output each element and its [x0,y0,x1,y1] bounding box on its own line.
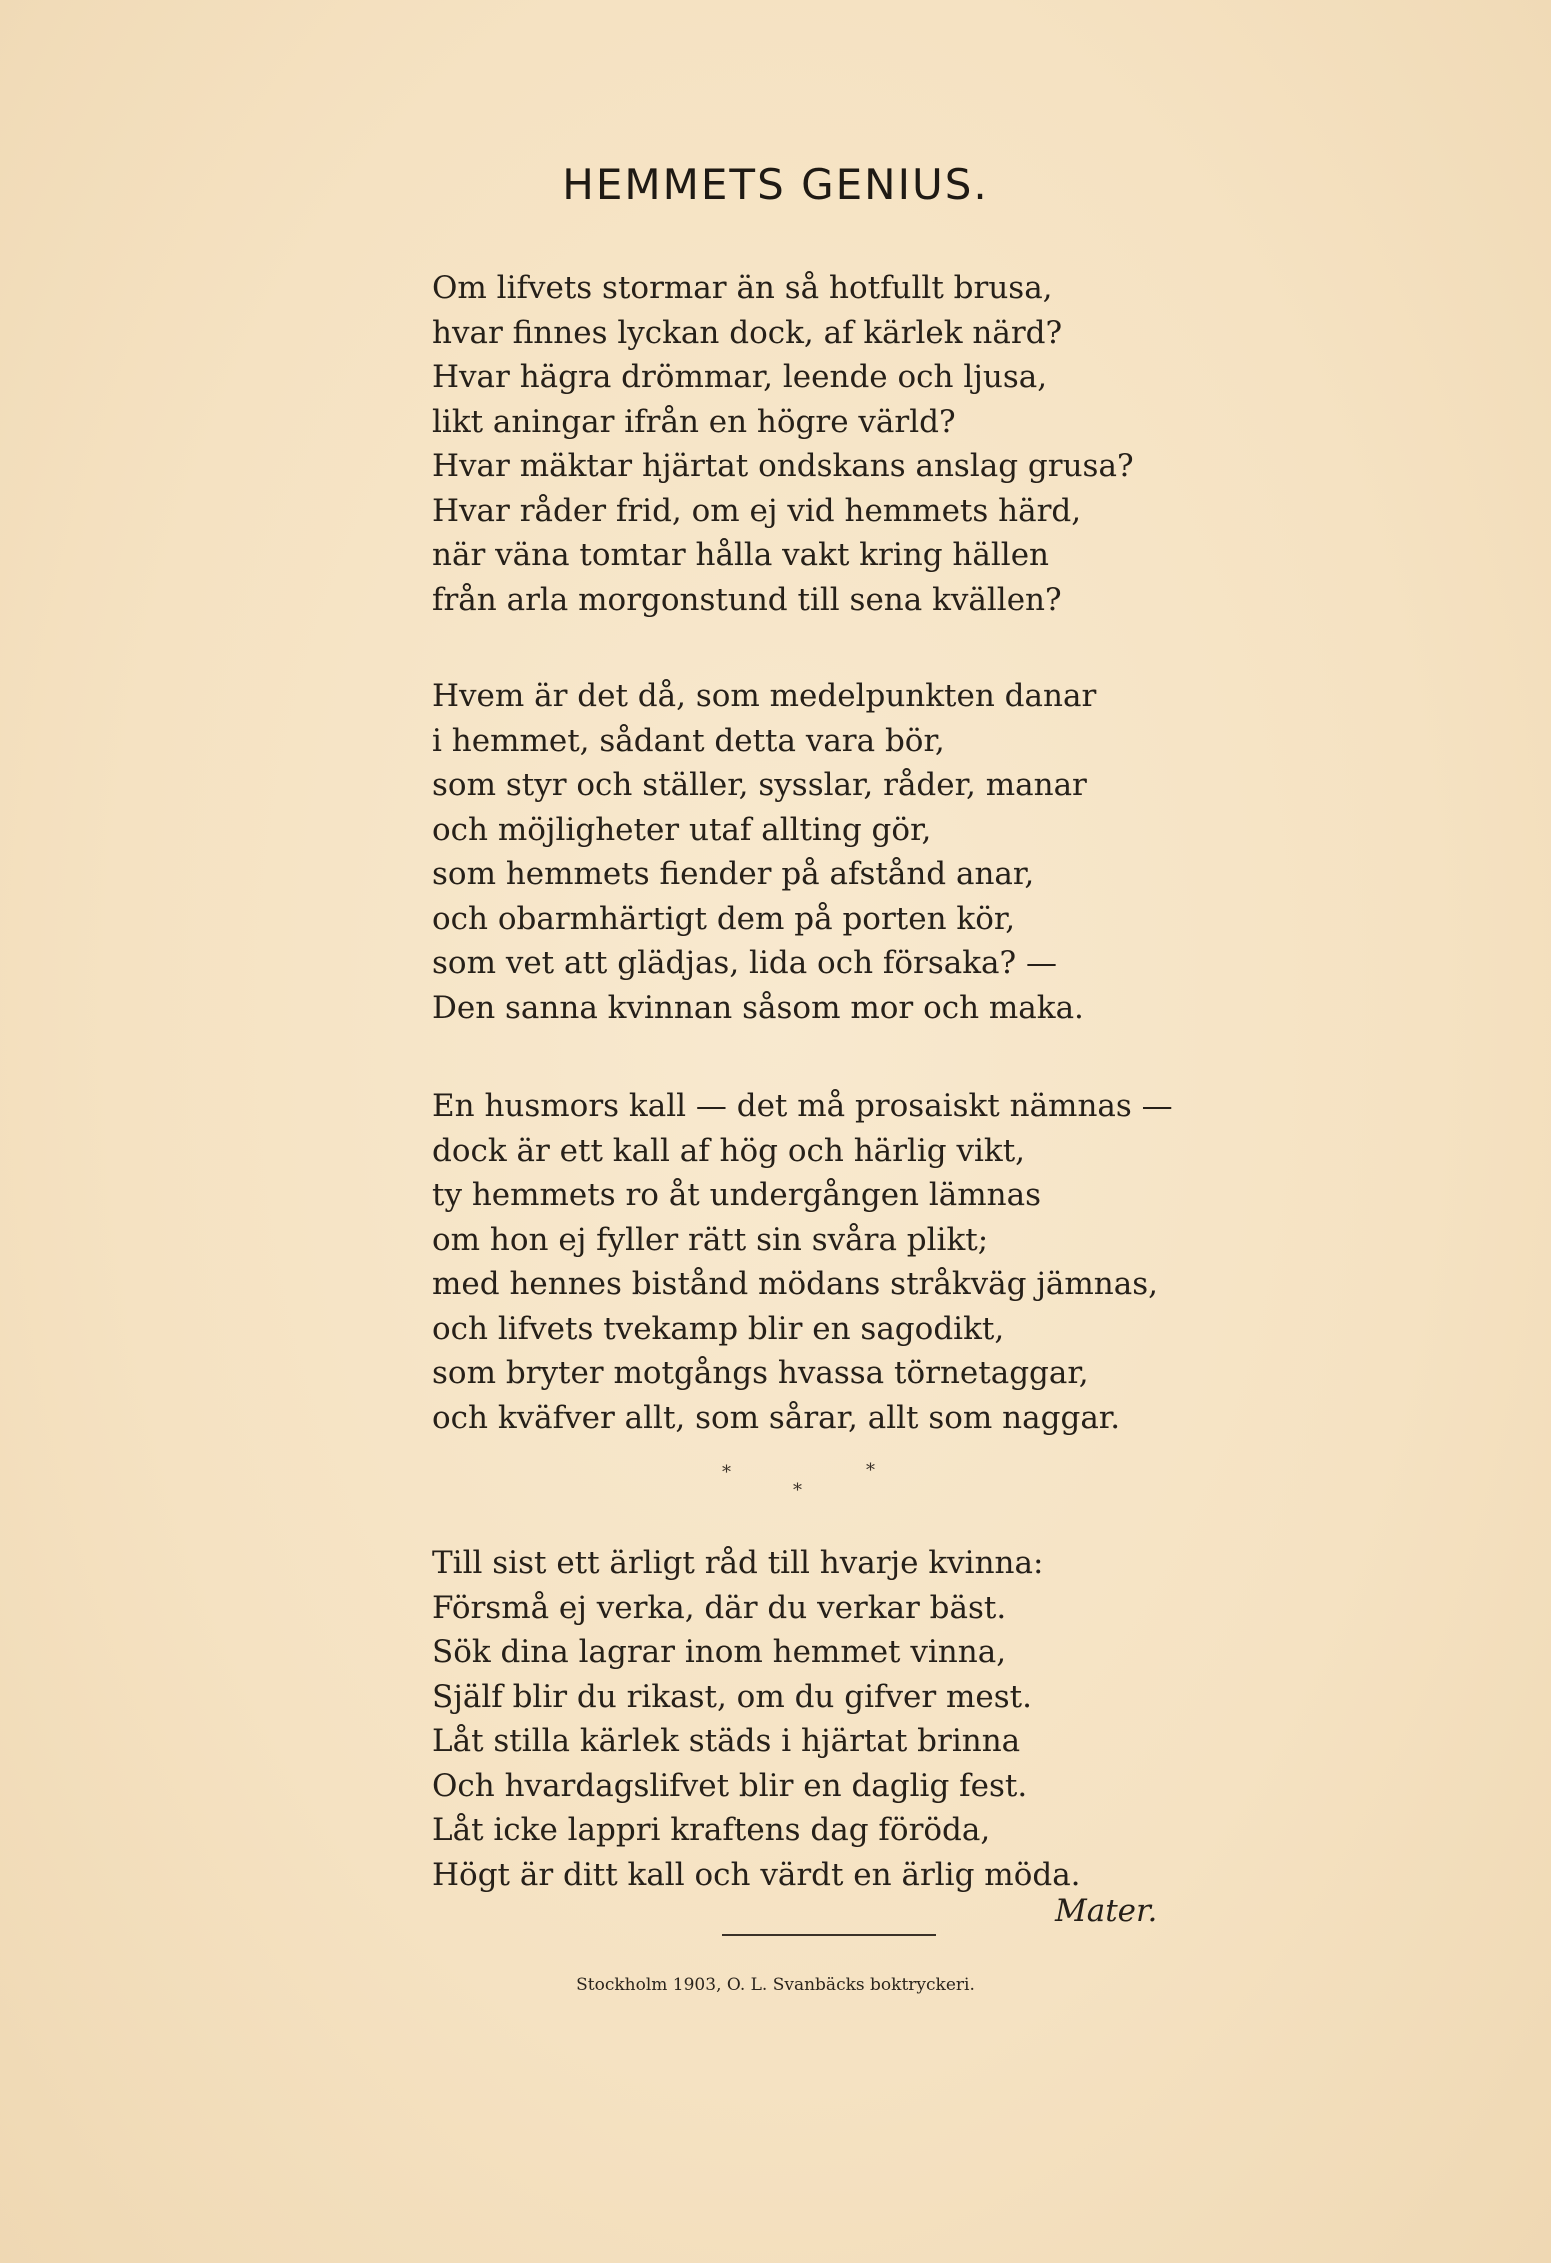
verse-line: om hon ej fyller rätt sin svåra plikt; [432,1221,989,1258]
stanza-1 [432,266,1332,622]
asterisk: * [866,1460,875,1481]
verse-line: Låt icke lappri kraftens dag föröda, [432,1812,991,1848]
verse-line: Den sanna kvinnan såsom mor och maka. [432,989,1084,1026]
verse-line: och kväfver allt, som sårar, allt som naggar. [432,1399,1121,1436]
verse-line: med hennes bistånd mödans stråkväg jämnas, [432,1266,1159,1302]
asterisk: * [722,1462,731,1483]
verse-line: Försmå ej verka, där du verkar bäst. [432,1589,1007,1626]
verse-line: dock är ett kall af hög och härlig vikt, [432,1132,1026,1169]
verse-line: hvar finnes lyckan dock, af kärlek närd? [432,314,1063,351]
verse-line: Hvem är det då, som medelpunkten danar [432,678,1097,714]
verse-line: Sök dina lagrar inom hemmet vinna, [432,1634,1007,1670]
verse-line: som bryter motgångs hvassa törnetaggar, [432,1355,1089,1391]
verse-line: Högt är ditt kall och värdt en ärlig möda. [432,1856,1081,1893]
author-signature: Mater. [1055,1893,1158,1929]
verse-line: Hvar råder frid, om ej vid hemmets härd, [432,492,1082,529]
verse-line: och obarmhärtigt dem på porten kör, [432,900,1016,937]
verse-line: Hvar mäktar hjärtat ondskans anslag grusa? [432,448,1134,484]
verse-line: från arla morgonstund till sena kvällen? [432,581,1062,618]
verse-line: som styr och ställer, sysslar, råder, manar [432,767,1087,803]
verse-line: i hemmet, sådant detta vara bör, [432,722,945,759]
stanza-4 [432,1541,1332,1897]
verse-line: ty hemmets ro åt undergången lämnas [432,1177,1042,1213]
verse-line: Hvar hägra drömmar, leende och ljusa, [432,359,1048,395]
verse-line: Låt stilla kärlek städs i hjärtat brinna [432,1723,1021,1759]
verse-line: Själf blir du rikast, om du gifver mest. [432,1678,1032,1715]
divider-rule [722,1934,936,1936]
verse-line: som vet att glädjas, lida och försaka? — [432,945,1057,981]
printer-imprint: Stockholm 1903, O. L. Svanbäcks boktryckeri. [576,1975,975,1995]
stanza-2 [432,674,1332,1030]
verse-line: som hemmets fiender på afstånd anar, [432,856,1035,892]
verse-line: när väna tomtar hålla vakt kring hällen [432,537,1050,573]
verse-line: En husmors kall — det må prosaiskt nämnas — [432,1088,1173,1124]
poem-title: HEMMETS GENIUS. [562,160,989,209]
verse-line: Och hvardagslifvet blir en daglig fest. [432,1767,1028,1804]
verse-line: Till sist ett ärligt råd till hvarje kvinna: [432,1545,1044,1581]
stanza-3 [432,1084,1332,1440]
verse-line: Om lifvets stormar än så hotfullt brusa, [432,270,1053,306]
verse-line: och möjligheter utaf allting gör, [432,811,932,848]
asterisk: * [793,1480,802,1501]
verse-line: likt aningar ifrån en högre värld? [432,403,956,440]
verse-line: och lifvets tvekamp blir en sagodikt, [432,1310,1005,1347]
